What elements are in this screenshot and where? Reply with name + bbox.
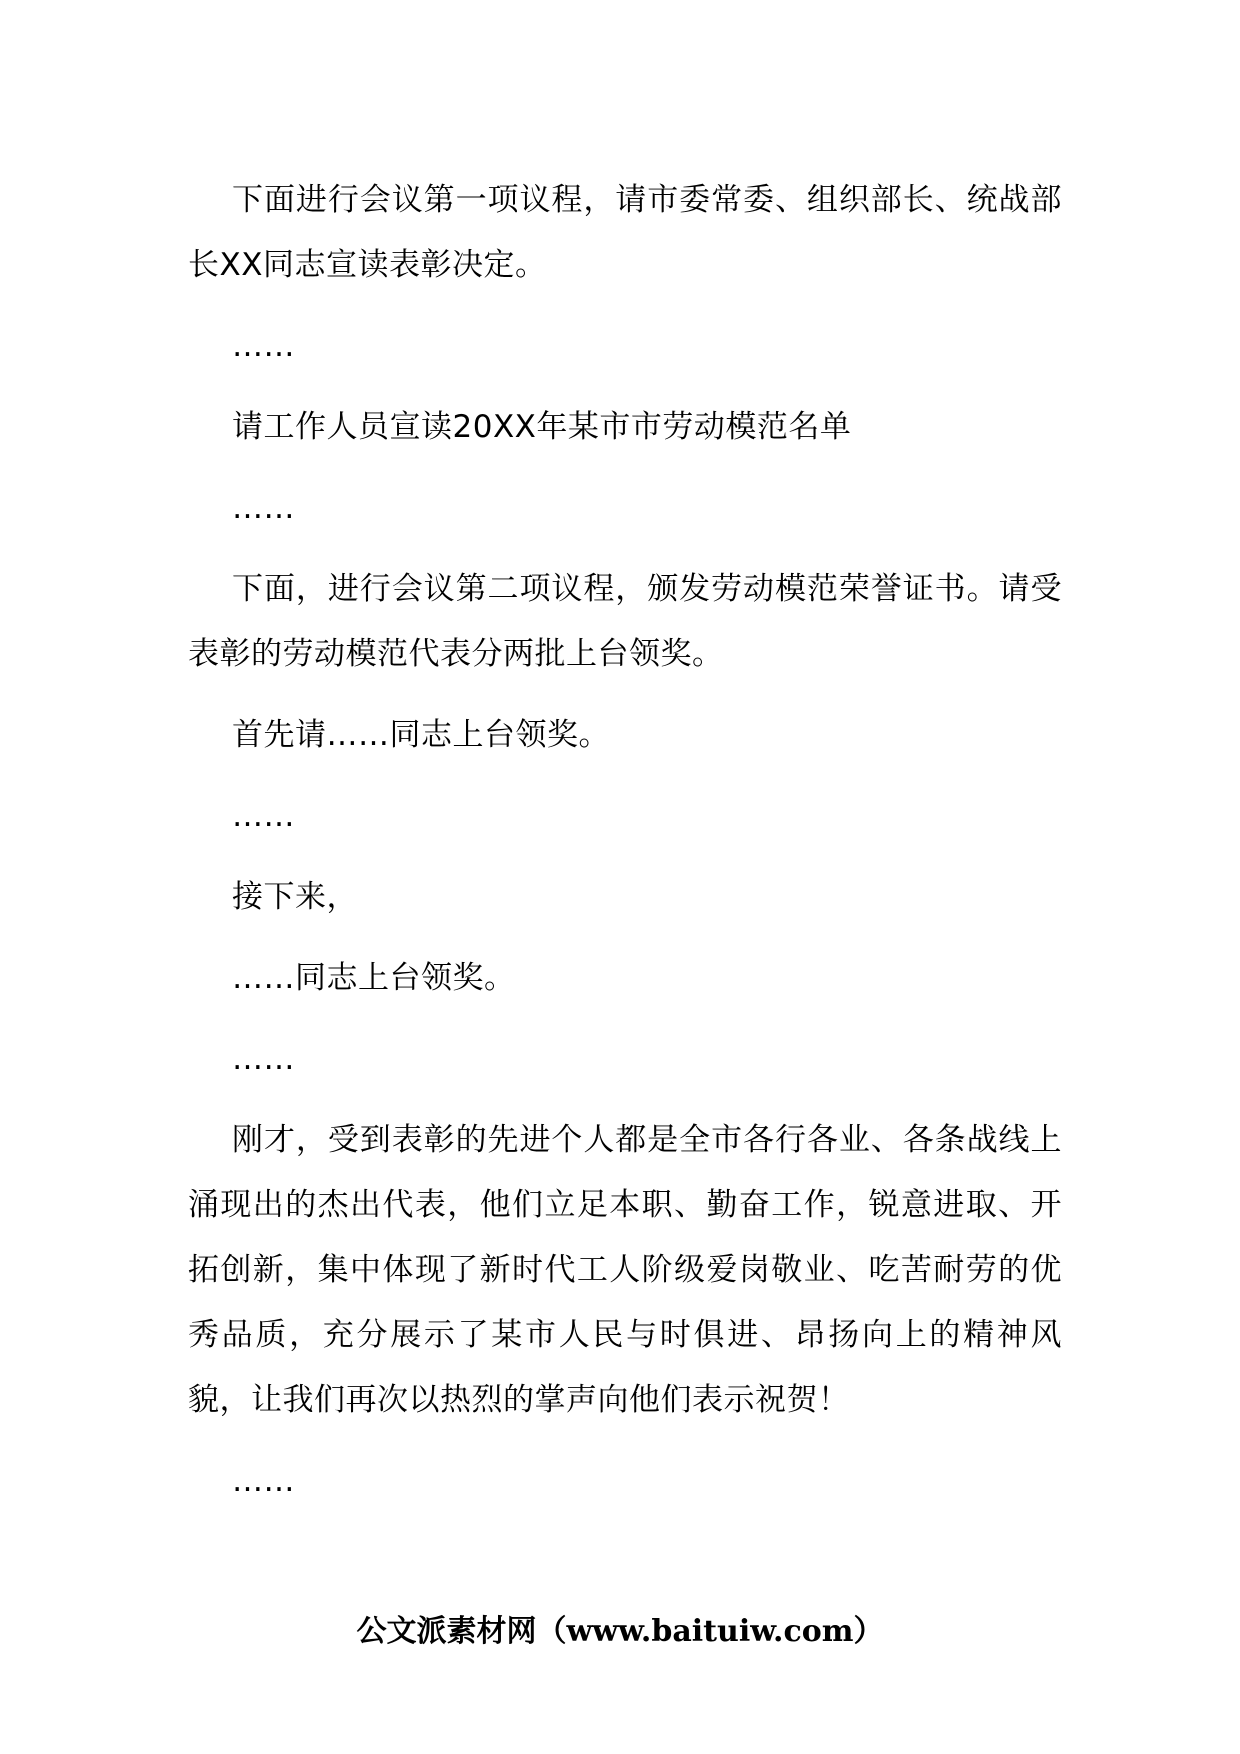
paragraph: …… <box>232 328 295 364</box>
paragraph: ……同志上台领奖。 <box>232 960 516 996</box>
paragraph: …… <box>232 1463 295 1499</box>
paragraph: 接下来， <box>232 879 358 915</box>
paragraph: …… <box>232 1041 295 1077</box>
paragraph: 请工作人员宣读20XX年某市市劳动模范名单 <box>232 409 852 445</box>
document-body <box>188 168 1062 1530</box>
paragraph: 首先请……同志上台领奖。 <box>232 717 610 753</box>
paragraph: 下面，进行会议第二项议程，颁发劳动模范荣誉证书。请受表彰的劳动模范代表分两批上台领奖。 <box>188 571 1062 672</box>
paragraph: …… <box>232 490 295 526</box>
paragraph: 下面进行会议第一项议程，请市委常委、组织部长、统战部长XX同志宣读表彰决定。 <box>188 182 1062 283</box>
paragraph: 刚才，受到表彰的先进个人都是全市各行各业、各条战线上涌现出的杰出代表，他们立足本职、勤奋工作，锐意进取、开拓创新，集中体现了新时代工人阶级爱岗敬业、吃苦耐劳的优秀品质，充分展示了某市人民与时俱进、昂扬向上的精神风貌，让我们再次以热烈的掌声向他们表示祝贺！ <box>188 1122 1062 1418</box>
footer-source: 公文派素材网（www.baituiw.com） <box>356 1614 884 1649</box>
paragraph: …… <box>232 798 295 834</box>
